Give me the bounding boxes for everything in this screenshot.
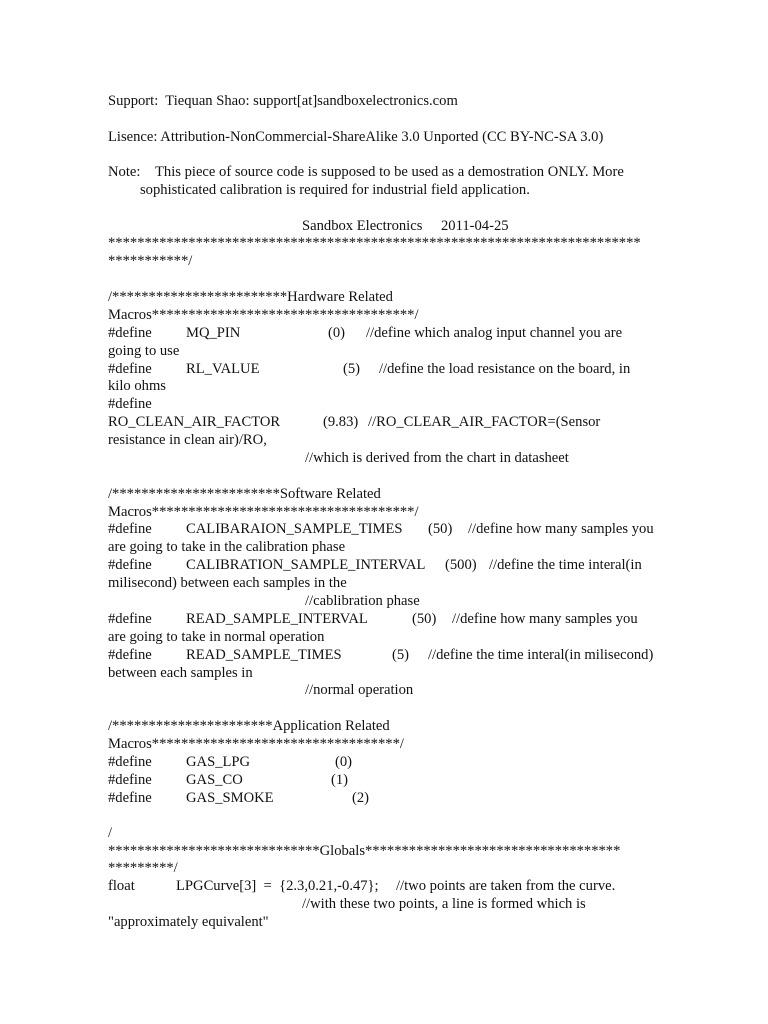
define-keyword: #define <box>108 754 152 770</box>
define-keyword: #define <box>108 772 152 788</box>
macro-comment-cont: going to use <box>108 343 180 359</box>
macro-name: READ_SAMPLE_TIMES <box>186 647 342 663</box>
note-line-1: This piece of source code is supposed to be used as a demostration ONLY. More <box>155 164 624 180</box>
code-comment-cont: //with these two points, a line is formed which is <box>302 896 586 912</box>
define-keyword: #define <box>108 790 152 806</box>
macro-comment-cont: //which is derived from the chart in datasheet <box>305 450 569 466</box>
software-header-end: Macros************************************/ <box>108 504 419 520</box>
macro-value: (500) <box>445 557 477 573</box>
variable-declaration: LPGCurve[3] = {2.3,0.21,-0.47}; <box>176 878 379 894</box>
define-keyword: #define <box>108 647 152 663</box>
macro-comment: //RO_CLEAR_AIR_FACTOR=(Sensor <box>368 414 601 430</box>
define-keyword: #define <box>108 611 152 627</box>
define-keyword: #define <box>108 361 152 377</box>
type-keyword: float <box>108 878 135 894</box>
macro-name: CALIBARAION_SAMPLE_TIMES <box>186 521 403 537</box>
macro-comment-cont: //normal operation <box>305 682 414 698</box>
macro-comment: //define which analog input channel you are <box>366 325 623 341</box>
support-line: Support: Tiequan Shao: support[at]sandboxelectronics.com <box>108 93 458 109</box>
define-keyword: #define <box>108 557 152 573</box>
macro-value: (0) <box>328 325 346 341</box>
signature-date: 2011-04-25 <box>441 218 509 234</box>
application-header-end: Macros**********************************/ <box>108 736 404 752</box>
hardware-header-end: Macros************************************/ <box>108 307 419 323</box>
macro-value: (50) <box>428 521 453 537</box>
globals-header: *****************************Globals*********************************** <box>108 843 621 859</box>
note-line-2: sophisticated calibration is required for industrial field application. <box>140 182 530 198</box>
code-comment-cont: "approximately equivalent" <box>108 914 269 930</box>
define-keyword: #define <box>108 325 152 341</box>
macro-value: (2) <box>352 790 370 806</box>
software-header: /***********************Software Related <box>108 486 381 502</box>
macro-value: (5) <box>343 361 361 377</box>
macro-comment-cont: resistance in clean air)/RO, <box>108 432 267 448</box>
macro-value: (0) <box>335 754 353 770</box>
globals-slash: / <box>108 825 113 841</box>
macro-name: RO_CLEAN_AIR_FACTOR <box>108 414 281 430</box>
macro-name: MQ_PIN <box>186 325 241 341</box>
globals-header-end: *********/ <box>108 860 178 876</box>
signature-company: Sandbox Electronics <box>302 218 423 234</box>
macro-name: RL_VALUE <box>186 361 260 377</box>
macro-comment: //define how many samples you <box>452 611 638 627</box>
note-label: Note: <box>108 164 141 180</box>
stars-divider: ************************************************************************* <box>108 235 641 251</box>
macro-comment-cont: between each samples in <box>108 665 253 681</box>
macro-value: (50) <box>412 611 437 627</box>
application-header: /**********************Application Related <box>108 718 390 734</box>
macro-value: (5) <box>392 647 410 663</box>
macro-comment: //define the time interal(in <box>489 557 642 573</box>
macro-comment-cont: milisecond) between each samples in the <box>108 575 347 591</box>
macro-comment-cont: are going to take in normal operation <box>108 629 325 645</box>
macro-comment: //define the load resistance on the board, in <box>379 361 631 377</box>
macro-comment-cont: are going to take in the calibration phase <box>108 539 346 555</box>
macro-comment-cont: kilo ohms <box>108 378 166 394</box>
hardware-header: /************************Hardware Related <box>108 289 393 305</box>
macro-value: (9.83) <box>323 414 359 430</box>
macro-name: CALIBRATION_SAMPLE_INTERVAL <box>186 557 426 573</box>
macro-name: READ_SAMPLE_INTERVAL <box>186 611 368 627</box>
macro-name: GAS_SMOKE <box>186 790 274 806</box>
define-keyword: #define <box>108 396 152 412</box>
macro-name: GAS_LPG <box>186 754 251 770</box>
stars-divider-end: ***********/ <box>108 253 193 269</box>
macro-comment: //define the time interal(in milisecond) <box>428 647 654 663</box>
macro-value: (1) <box>331 772 349 788</box>
macro-comment: //define how many samples you <box>468 521 654 537</box>
macro-comment-cont: //cablibration phase <box>305 593 420 609</box>
license-line: Lisence: Attribution-NonCommercial-ShareAlike 3.0 Unported (CC BY-NC-SA 3.0) <box>108 129 604 145</box>
macro-name: GAS_CO <box>186 772 243 788</box>
code-comment: //two points are taken from the curve. <box>396 878 616 894</box>
define-keyword: #define <box>108 521 152 537</box>
